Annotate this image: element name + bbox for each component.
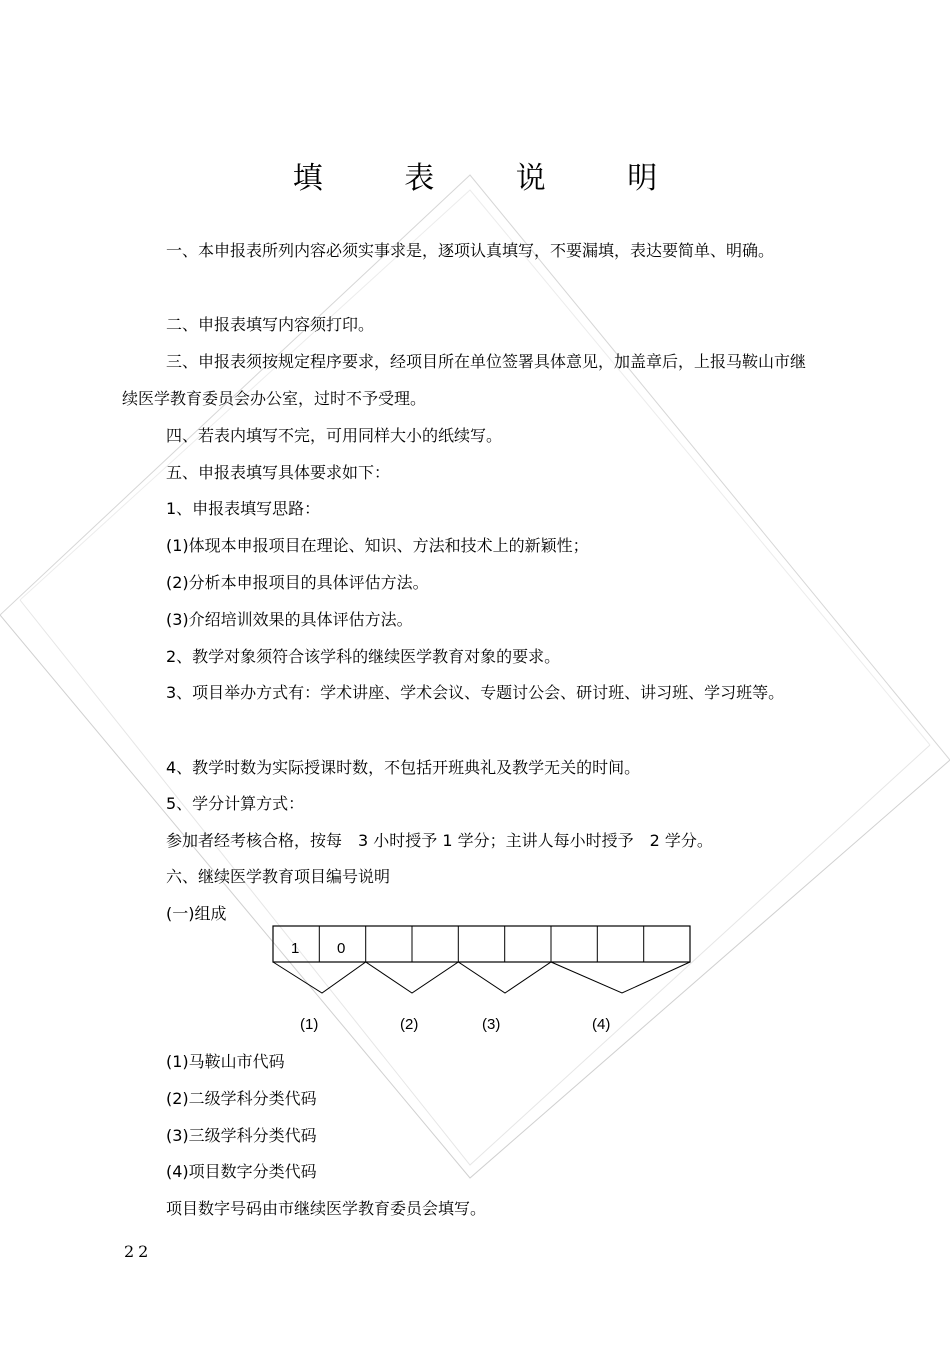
code-cell-1: 1 — [291, 940, 300, 957]
page-title: 填 表 说 明 — [292, 161, 694, 196]
part-description-3: (3)三级学科分类代码 — [166, 1126, 317, 1145]
list-item: 2、教学对象须符合该学科的继续医学教育对象的要求。 — [166, 647, 561, 666]
list-item: 5、学分计算方式： — [166, 794, 305, 813]
code-cell-2: 0 — [337, 940, 346, 957]
list-item: 1、申报表填写思路： — [166, 499, 321, 518]
closing-note: 项目数字号码由市继续医学教育委员会填写。 — [166, 1199, 487, 1218]
part-label-4: (4) — [592, 1016, 611, 1033]
section-heading: 六、继续医学教育项目编号说明 — [166, 867, 391, 886]
list-item: (2)分析本申报项目的具体评估方法。 — [166, 573, 429, 592]
list-item: 4、教学时数为实际授课时数，不包括开班典礼及教学无关的时间。 — [166, 758, 641, 777]
part-description-2: (2)二级学科分类代码 — [166, 1089, 317, 1108]
paragraph-1: 一、本申报表所列内容必须实事求是，逐项认真填写，不要漏填，表达要简单、明确。 — [166, 241, 775, 260]
part-label-1: (1) — [300, 1016, 319, 1033]
paragraph-5: 五、申报表填写具体要求如下： — [166, 463, 391, 482]
part-label-2: (2) — [400, 1016, 419, 1033]
list-item: (3)介绍培训效果的具体评估方法。 — [166, 610, 413, 629]
list-item-3: 3、项目举办方式有：学术讲座、学术会议、专题讨公会、研讨班、讲习班、学习班等。 — [166, 683, 785, 702]
paragraph-4: 四、若表内填写不完，可用同样大小的纸续写。 — [166, 426, 503, 445]
subsection-heading: (一)组成 — [166, 904, 227, 923]
page-number: 22 — [124, 1242, 153, 1261]
paragraph-3: 三、申报表须按规定程序要求，经项目所在单位签署具体意见，加盖章后，上报马鞍山市继续医学教育委员会办公室，过时不予受理。 — [122, 352, 807, 408]
part-description-4: (4)项目数字分类代码 — [166, 1162, 317, 1181]
credit-rule: 参加者经考核合格，按每 3 小时授予 1 学分；主讲人每小时授予 2 学分。 — [166, 831, 713, 850]
part-label-3: (3) — [482, 1016, 501, 1033]
part-description-1: (1)马鞍山市代码 — [166, 1052, 285, 1071]
paragraph-2: 二、申报表填写内容须打印。 — [166, 315, 375, 334]
list-item: (1)体现本申报项目在理论、知识、方法和技术上的新颖性； — [166, 536, 589, 555]
code-structure-diagram — [272, 925, 692, 1000]
